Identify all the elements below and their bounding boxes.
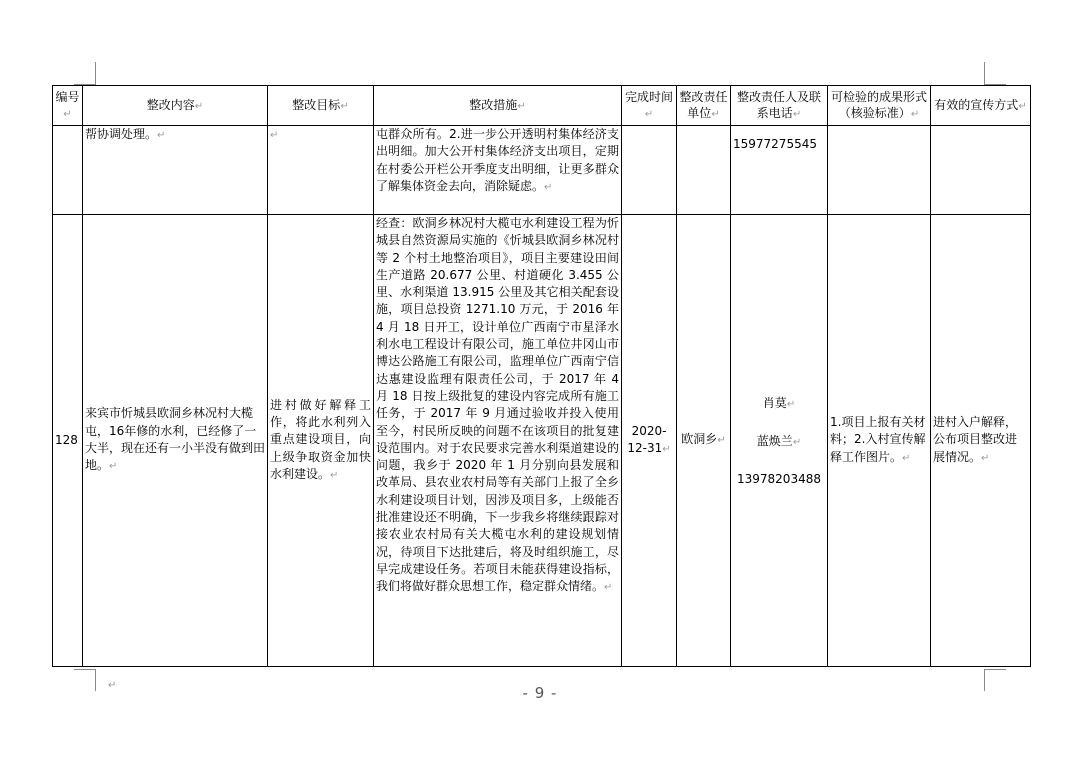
row1-no (53, 126, 83, 215)
page-number: - 9 - (522, 684, 558, 702)
contact-person-2: 蓝焕兰 (756, 433, 793, 448)
row2-no: 128 (53, 215, 83, 667)
rectification-table (52, 85, 1031, 667)
row1-verify (828, 126, 931, 215)
row1-measures: 屯群众所有。2.进一步公开透明村集体经济支出明细。加大公开村集体经济支出项目，定期在村委公开栏公开季度支出明细，让更多群众了解集体资金去向，消除疑虑。↵ (374, 126, 622, 215)
row1-deadline (622, 126, 677, 215)
crop-mark-top-right (984, 62, 985, 84)
row1-contact: 15977275545 (731, 126, 828, 215)
row1-unit (677, 126, 731, 215)
row2-content: 来宾市忻城县欧洞乡林况村大榄屯，16年修的水利，已经修了一大半，现在还有一小半没有做到田地。↵ (83, 215, 268, 667)
header-deadline: 完成时间↵ (622, 86, 677, 126)
header-contact: 整改责任人及联系电话↵ (731, 86, 828, 126)
contact-person-1: 肖莫 (762, 395, 787, 410)
header-no: 编号↵ (53, 86, 83, 126)
contact-phone: 13978203488 (737, 471, 821, 486)
row2-goal: 进村做好解释工作，将此水利列入重点建设项目，向上级争取资金加快水利建设。↵ (268, 215, 374, 667)
paragraph-mark: ↵ (108, 680, 117, 691)
header-unit: 整改责任单位↵ (677, 86, 731, 126)
crop-mark-bottom-left-h (74, 669, 96, 670)
row1-goal: ↵ (268, 126, 374, 215)
row2-unit: 欧洞乡↵ (677, 215, 731, 667)
table-row (53, 215, 1031, 667)
crop-mark-bottom-right-h (984, 669, 1006, 670)
row2-measures: 经查：欧洞乡林况村大榄屯水利建设工程为忻城县自然资源局实施的《忻城县欧洞乡林况村等 2 个村土地整治项目》，项目主要建设田间生产道路 20.677 公里、村道硬化 3.455 公里、水利渠道 13.915 公里及其它相关配套设施，项目总投资 1271.10 万元，于 2016 年 4 月 18 日开工，设计单位广西南宁市星泽水利水电工程设计有限公司，施工单位井冈山市博达公路施工有限公司，监理单位广西南宁信达惠建设监理有限责任公司，于 2017 年 4 月 18 日按上级批复的建设内容完成所有施工任务，于 2017 年 9 月通过验收并投入使用至今，村民所反映的问题不在该项目的批复建设范围内。对于农民要求完善水利渠道建设的问题，我乡于 2020 年 1 月分别向县发展和改革局、县农业农村局等有关部门上报了全乡水利建设项目计划，因涉及项目多，上级能否批准建设还不明确，下一步我乡将继续跟踪对接农业农村局有关大榄屯水利的建设规划情况，待项目下达批建后，将及时组织施工，尽早完成建设任务。若项目未能获得建设指标，我们将做好群众思想工作，稳定群众情绪。↵ (374, 215, 622, 667)
header-content: 整改内容↵ (83, 86, 268, 126)
header-publicity: 有效的宣传方式↵ (931, 86, 1031, 126)
row1-publicity (931, 126, 1031, 215)
header-verify: 可检验的成果形式（核验标准）↵ (828, 86, 931, 126)
table-row (53, 126, 1031, 215)
row2-deadline: 2020-12-31↵ (622, 215, 677, 667)
row1-content: 帮协调处理。↵ (83, 126, 268, 215)
row2-verify: 1.项目上报有关材料；2.入村宣传解释工作图片。↵ (828, 215, 931, 667)
row2-publicity: 进村入户解释，公布项目整改进展情况。↵ (931, 215, 1031, 667)
row2-contact: 肖莫↵ 蓝焕兰↵ 13978203488 (731, 215, 828, 667)
table-header-row (53, 86, 1031, 126)
header-goal: 整改目标↵ (268, 86, 374, 126)
header-measures: 整改措施↵ (374, 86, 622, 126)
crop-mark-top-left (95, 62, 96, 84)
